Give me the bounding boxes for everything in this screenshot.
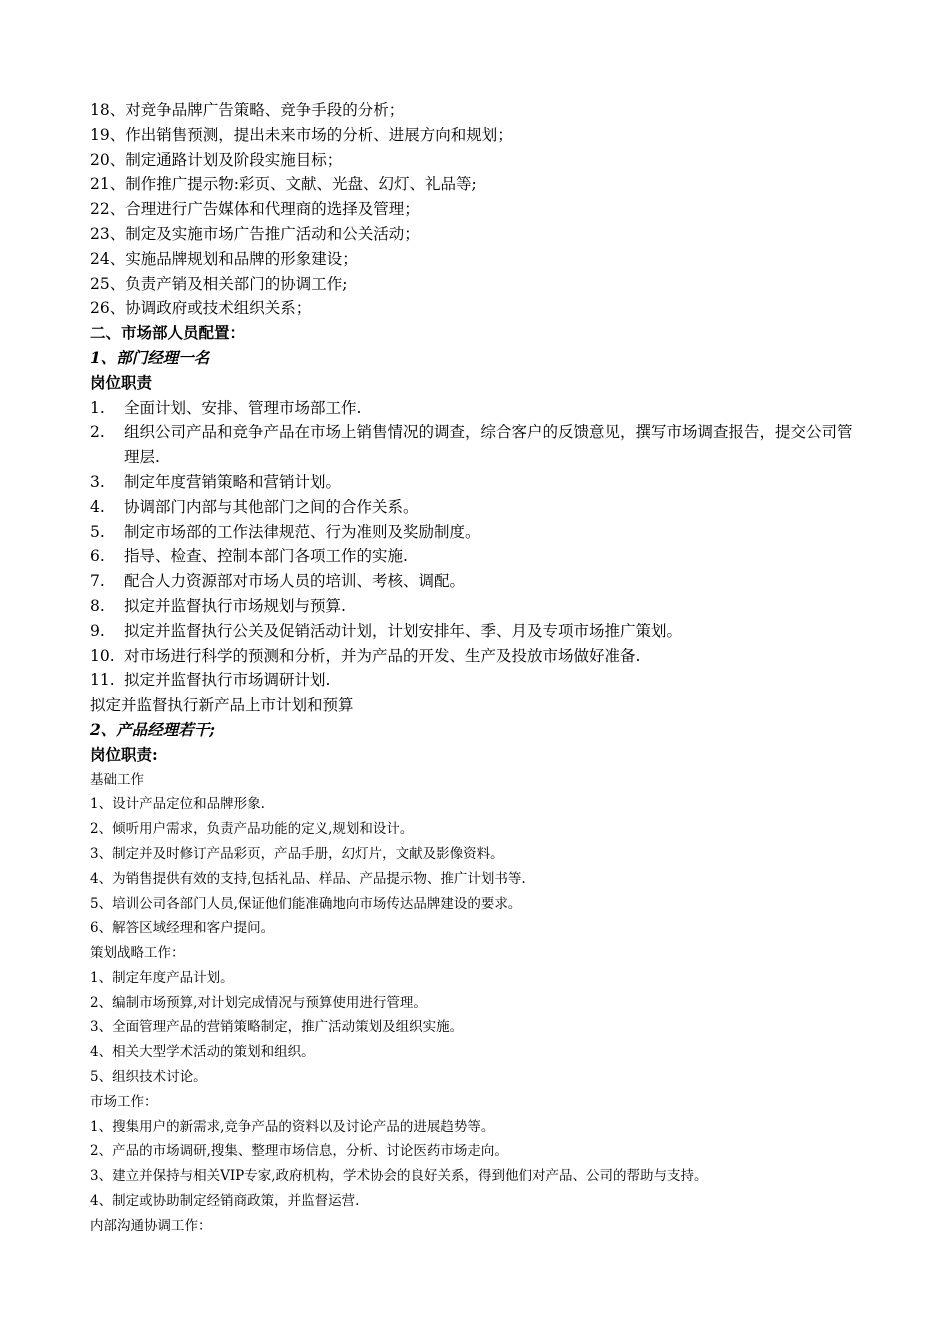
duty-text: 制定年度营销策略和营销计划。 bbox=[124, 472, 342, 491]
duty-number: 3. bbox=[90, 472, 105, 491]
list-item: 3、全面管理产品的营销策略制定，推广活动策划及组织实施。 bbox=[90, 1019, 464, 1036]
list-item: 2、编制市场预算,对计划完成情况与预算使用进行管理。 bbox=[90, 994, 427, 1011]
duty-text: 指导、检查、控制本部门各项工作的实施. bbox=[124, 547, 408, 566]
duty-number: 5. bbox=[90, 522, 105, 541]
duty-item bbox=[90, 396, 860, 421]
duty-text: 对市场进行科学的预测和分析，并为产品的开发、生产及投放市场做好准备. bbox=[124, 646, 641, 665]
duty-text: 拟定并监督执行公关及促销活动计划，计划安排年、季、月及专项市场推广策划。 bbox=[124, 621, 683, 640]
list-item: 2、产品的市场调研,搜集、整理市场信息，分析、讨论医药市场走向。 bbox=[90, 1143, 508, 1160]
list-item: 3、建立并保持与相关VIP专家,政府机构，学术协会的良好关系，得到他们对产品、公司的帮助与支持。 bbox=[90, 1168, 708, 1185]
duty-text: 协调部门内部与其他部门之间的合作关系。 bbox=[124, 497, 419, 516]
duty-item bbox=[90, 544, 860, 569]
duty-item bbox=[90, 668, 860, 693]
duty-number: 2. bbox=[90, 423, 105, 442]
duty-text: 配合人力资源部对市场人员的培训、考核、调配。 bbox=[124, 572, 466, 591]
product-manager-title: 2、产品经理若干; bbox=[90, 719, 216, 739]
duty-number: 8. bbox=[90, 596, 105, 615]
list-item: 6、解答区域经理和客户提问。 bbox=[90, 920, 275, 937]
list-item: 5、组织技术讨论。 bbox=[90, 1069, 207, 1086]
duty-number: 1. bbox=[90, 398, 105, 417]
duty-item bbox=[90, 470, 860, 495]
duty-text: 全面计划、安排、管理市场部工作. bbox=[124, 398, 362, 417]
duty-number: 4. bbox=[90, 497, 105, 516]
duty-number: 11. bbox=[90, 671, 115, 690]
duty-item bbox=[90, 594, 860, 619]
duty-item bbox=[90, 569, 860, 594]
duty-item bbox=[90, 420, 860, 470]
list-item: 1、制定年度产品计划。 bbox=[90, 969, 234, 986]
duty-number: 10. bbox=[90, 646, 115, 665]
internal-work-heading: 内部沟通协调工作： bbox=[90, 1217, 212, 1234]
dept-manager-duty-heading: 岗位职责 bbox=[90, 372, 153, 392]
dept-manager-extra: 拟定并监督执行新产品上市计划和预算 bbox=[90, 696, 354, 715]
duty-item bbox=[90, 619, 860, 644]
document-body bbox=[90, 98, 860, 1239]
list-item: 26、协调政府或技术组织关系； bbox=[90, 299, 312, 318]
market-work-heading: 市场工作： bbox=[90, 1093, 158, 1110]
duty-number: 9. bbox=[90, 621, 105, 640]
list-item: 25、负责产销及相关部门的协调工作; bbox=[90, 274, 348, 293]
strategy-work-heading: 策划战略工作： bbox=[90, 945, 185, 962]
duty-item bbox=[90, 495, 860, 520]
duty-item bbox=[90, 644, 860, 669]
section-title: 二、市场部人员配置： bbox=[90, 323, 246, 343]
duty-text: 拟定并监督执行市场调研计划. bbox=[124, 671, 331, 690]
list-item: 20、制定通路计划及阶段实施目标； bbox=[90, 150, 343, 169]
duty-text: 组织公司产品和竞争产品在市场上销售情况的调查，综合客户的反馈意见，撰写市场调查报告，提交公司管理层. bbox=[124, 423, 853, 467]
list-item: 4、相关大型学术活动的策划和组织。 bbox=[90, 1044, 315, 1061]
dept-manager-duties bbox=[90, 396, 860, 694]
list-item: 1、搜集用户的新需求,竞争产品的资料以及讨论产品的进展趋势等。 bbox=[90, 1118, 495, 1135]
duty-text: 制定市场部的工作法律规范、行为准则及奖励制度。 bbox=[124, 522, 481, 541]
duty-item bbox=[90, 520, 860, 545]
duty-number: 7. bbox=[90, 572, 105, 591]
list-item: 24、实施品牌规划和品牌的形象建设； bbox=[90, 249, 358, 268]
list-item: 23、制定及实施市场广告推广活动和公关活动； bbox=[90, 224, 420, 243]
list-item: 18、对竞争品牌广告策略、竞争手段的分析； bbox=[90, 101, 405, 119]
list-item: 19、作出销售预测，提出未来市场的分析、进展方向和规划； bbox=[90, 125, 513, 144]
intro-list bbox=[90, 98, 860, 321]
list-item: 4、为销售提供有效的支持,包括礼品、样品、产品提示物、推广计划书等. bbox=[90, 870, 526, 887]
list-item: 5、培训公司各部门人员,保证他们能准确地向市场传达品牌建设的要求。 bbox=[90, 895, 522, 912]
list-item: 1、设计产品定位和品牌形象. bbox=[90, 796, 265, 813]
list-item: 3、制定并及时修订产品彩页，产品手册，幻灯片，文献及影像资料。 bbox=[90, 845, 504, 862]
product-manager-duty-heading: 岗位职责: bbox=[90, 744, 158, 764]
basic-work-heading: 基础工作 bbox=[90, 771, 144, 788]
list-item: 2、倾听用户需求，负责产品功能的定义,规划和设计。 bbox=[90, 821, 414, 838]
list-item: 21、制作推广提示物:彩页、文献、光盘、幻灯、礼品等; bbox=[90, 175, 477, 194]
duty-number: 6. bbox=[90, 547, 105, 566]
list-item: 4、制定或协助制定经销商政策，并监督运营. bbox=[90, 1193, 360, 1210]
duty-text: 拟定并监督执行市场规划与预算. bbox=[124, 596, 346, 615]
list-item: 22、合理进行广告媒体和代理商的选择及管理； bbox=[90, 200, 420, 219]
dept-manager-title: 1、部门经理一名 bbox=[90, 347, 210, 367]
